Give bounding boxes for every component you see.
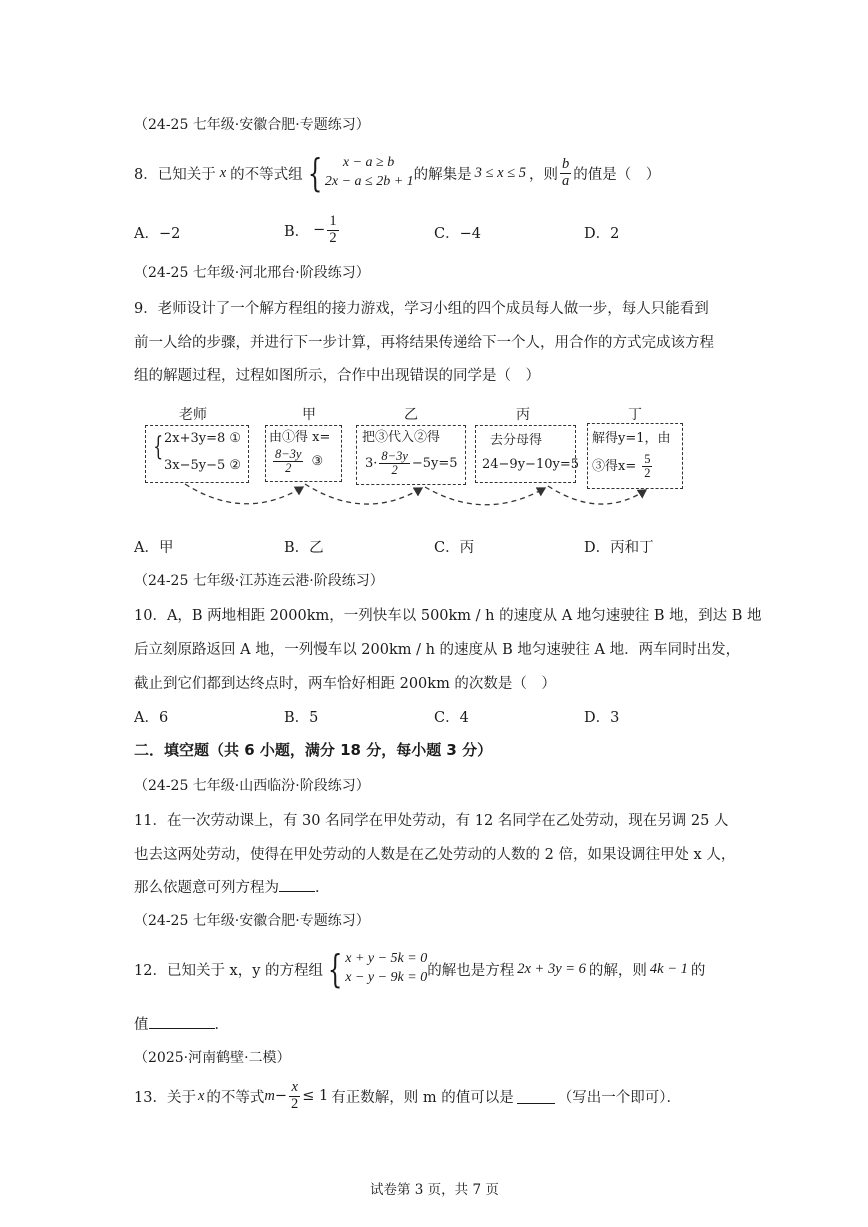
bing-line-2: 24−9y−10y=5 (482, 457, 579, 472)
q13-frac-den: 2 (291, 1095, 299, 1112)
yi-post: −5y=5 (411, 455, 458, 471)
q12-eq: 2x + 3y = 6 (517, 960, 586, 977)
q12-eq2: x − y − 9k = 0 (345, 970, 428, 985)
q13-rest: ≤ 1 (302, 1088, 329, 1104)
q11-source: （24-25 七年级·山西临汾·阶段练习） (134, 778, 370, 794)
q10-option-a[interactable]: A．6 (134, 710, 169, 726)
q12-prefix: 12．已知关于 x，y 的方程组 (134, 962, 324, 979)
q12-mid: 的解也是方程 (427, 962, 515, 979)
q8-option-b-num: 1 (329, 213, 337, 230)
q12-answer-blank[interactable] (149, 1014, 215, 1030)
q13-after: 有正数解，则 m 的值可以是 (331, 1089, 514, 1106)
yi-line-1: 把③代入②得 (362, 430, 441, 445)
q10-option-c[interactable]: C．4 (434, 710, 469, 726)
arrow-yi-to-bing (425, 487, 545, 505)
ding-line-2-text: ③得x= (592, 458, 637, 474)
q12-line-2-text: 值 (134, 1017, 149, 1033)
q12-source: （24-25 七年级·安徽合肥·专题练习） (134, 913, 370, 929)
q13-tail: （写出一个即可）． (557, 1089, 681, 1106)
jia-frac-den: 2 (285, 461, 292, 476)
q8-eq1: x − a ≥ b (342, 155, 395, 171)
q9-line-3: 组的解题过程，过程如图所示，合作中出现错误的同学是（ ） (134, 368, 540, 384)
q8-option-b-minus: − (313, 222, 326, 238)
teacher-title: 老师 (179, 407, 207, 423)
yi-frac-num: 8−3y (381, 449, 408, 463)
q8-option-b-label: B． (284, 223, 310, 240)
q13-m: m (264, 1087, 275, 1104)
q10-line-2: 后立刻原路返回 A 地，一列慢车以 200km / h 的速度从 B 地匀速驶往 A 地．两车同时出发， (134, 642, 741, 658)
relay-arrows (0, 0, 868, 560)
q8-then: ，则 (529, 166, 559, 183)
q9-option-c[interactable]: C．丙 (434, 540, 475, 556)
q10-line-1: 10．A，B 两地相距 2000km，一列快车以 500km / h 的速度从 A 地匀速驶往 B 地，到达 B 地 (134, 608, 762, 624)
ding-frac-den: 2 (644, 466, 651, 481)
q11-line-2: 也去这两处劳动，使得在甲处劳动的人数是在乙处劳动的人数的 2 倍，如果设调往甲处 x 人， (134, 847, 736, 863)
q8-brace: { (307, 151, 323, 195)
bing-title: 丙 (516, 407, 530, 423)
q13-prefix: 13．关于 (134, 1089, 196, 1106)
q8-after: 的解集是 (413, 166, 472, 183)
q12-line-2-end: ． (214, 1017, 229, 1033)
q11-line-3-text: 那么依题意可列方程为 (134, 880, 279, 896)
arrow-bing-to-ding (548, 486, 646, 504)
q12-eq1: x + y − 5k = 0 (345, 951, 428, 967)
q9-option-b[interactable]: B．乙 (284, 540, 324, 556)
q9-line-2: 前一人给的步骤，并进行下一步计算，再将结果传递给下一个人，用合作的方式完成该方程 (134, 335, 714, 351)
q8-frac-num: b (562, 156, 570, 173)
jia-title: 甲 (302, 407, 316, 423)
q8-option-a[interactable]: A．−2 (134, 226, 181, 242)
q11-line-1: 11．在一次劳动课上，有 30 名同学在甲处劳动，有 12 名同学在乙处劳动，现在另调 25 人 (134, 813, 729, 829)
q8-tail: 的值是（ ） (573, 166, 661, 183)
q12-tail: 的解，则 (588, 962, 647, 979)
q8-range: 3 ≤ x ≤ 5 (474, 164, 527, 181)
q13-mid: 的不等式 (206, 1089, 265, 1106)
q9-option-d[interactable]: D．丙和丁 (584, 540, 654, 556)
q12-tail2: 的 (690, 962, 706, 979)
arrow-teacher-to-jia (185, 484, 303, 504)
q8-var: x (219, 164, 227, 181)
q11-line-3-end: ． (315, 880, 330, 896)
q13-answer-blank[interactable] (517, 1088, 555, 1104)
q8-option-d[interactable]: D．2 (584, 226, 620, 242)
arrow-jia-to-yi (305, 484, 422, 504)
q8-mid: 的不等式组 (230, 166, 303, 183)
teacher-eq2: 3x−5y−5 ② (164, 458, 242, 473)
q12-line-2 (134, 1013, 229, 1034)
q8-option-b-den: 2 (329, 229, 337, 246)
jia-tag: ③ (311, 453, 324, 469)
jia-frac-num: 8−3y (275, 447, 302, 461)
q13-var: x (197, 1087, 205, 1104)
q13-minus: − (274, 1088, 288, 1104)
jia-line-1: 由①得 x= (269, 430, 331, 445)
q10-line-3: 截止到它们都到达终点时，两车恰好相距 200km 的次数是（ ） (134, 676, 556, 692)
ding-title: 丁 (628, 407, 642, 423)
teacher-eq1: 2x+3y=8 ① (164, 431, 242, 446)
ding-line-1: 解得y=1，由 (592, 431, 671, 446)
q13-frac-num: x (291, 1079, 298, 1096)
q8-option-c[interactable]: C．−4 (434, 226, 481, 242)
q9-option-a[interactable]: A．甲 (134, 540, 174, 556)
q12-expr: 4k − 1 (649, 960, 688, 977)
yi-title: 乙 (404, 407, 418, 423)
q8-source: （24-25 七年级·安徽合肥·专题练习） (134, 117, 370, 133)
q11-answer-blank[interactable] (279, 877, 315, 893)
q13-frac (289, 1080, 300, 1111)
q8-frac-den: a (562, 172, 570, 189)
bing-line-1: 去分母得 (490, 433, 543, 448)
teacher-brace: { (153, 432, 164, 462)
section-title: 二．填空题（共 6 小题，满分 18 分，每小题 3 分） (134, 741, 493, 759)
q8-prefix: 8．已知关于 (134, 166, 216, 183)
q13-source: （2025·河南鹤壁·二模） (134, 1050, 291, 1066)
q11-line-3 (134, 876, 330, 897)
q13-stem (134, 1076, 681, 1116)
q12-brace: { (327, 947, 343, 991)
q9-line-1: 9．老师设计了一个解方程组的接力游戏，学习小组的四个成员每人做一步，每人只能看到 (134, 301, 709, 317)
q12-system (345, 950, 427, 988)
q8-eq2: 2x − a ≤ 2b + 1 (324, 174, 414, 189)
q10-option-d[interactable]: D．3 (584, 710, 620, 726)
q10-option-b[interactable]: B．5 (284, 710, 319, 726)
yi-pre: 3· (365, 455, 378, 471)
q12-stem (134, 946, 705, 992)
yi-frac-den: 2 (391, 463, 398, 478)
q9-source: （24-25 七年级·河北邢台·阶段练习） (134, 265, 370, 281)
page-footer: 试卷第 3 页，共 7 页 (370, 1182, 499, 1198)
ding-frac-num: 5 (644, 452, 651, 466)
q10-source: （24-25 七年级·江苏连云港·阶段练习） (134, 573, 384, 589)
